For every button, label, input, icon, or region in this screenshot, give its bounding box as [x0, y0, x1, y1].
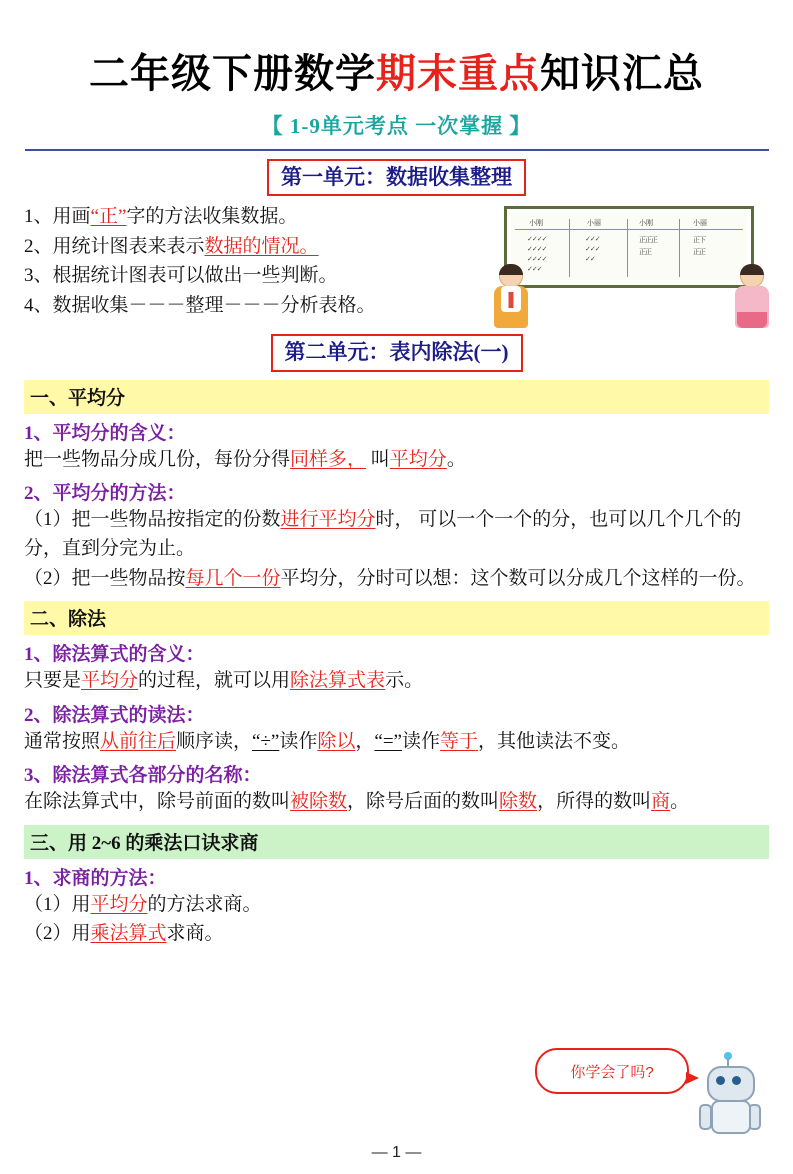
subheading-1-3: 2、平均分的方法：: [24, 482, 186, 504]
unit1-line-4-pre: 4、数据收集－－－整理－－－分析表格。: [24, 294, 376, 316]
board-name-2: 小丽: [587, 220, 601, 228]
unit1-heading: 第一单元：数据收集整理: [267, 159, 526, 196]
subheading-1-1: 1、平均分的含义：: [24, 422, 186, 444]
board-name-4: 小丽: [693, 220, 707, 228]
unit1-line-1-red: “正”: [90, 206, 127, 228]
unit1-heading-row: [0, 159, 793, 196]
student-girl-figure: [735, 264, 769, 328]
board-tally-3b: 正正: [639, 248, 651, 257]
paragraph-2-6: 在除法算式中，除号前面的数叫被除数，除号后面的数叫除数，所得的数叫商。: [24, 791, 690, 813]
document-page: [0, 52, 793, 1174]
page-number: — 1 —: [371, 1144, 422, 1161]
section-bar-1: 一、平均分: [24, 380, 769, 414]
subheading-2-1: 1、除法算式的含义：: [24, 644, 205, 666]
unit1-line-2-red: 数据的情况。: [204, 235, 319, 257]
board-tally-4b: 正正: [693, 248, 705, 257]
title-part2: 知识汇总: [540, 51, 704, 96]
unit1-line-2: [24, 232, 484, 261]
unit2-heading: 第二单元：表内除法(一): [271, 334, 523, 371]
robot-icon: [699, 1060, 761, 1136]
page-subtitle: 【 1-9单元考点 一次掌握 】: [261, 114, 532, 138]
student-boy-figure: [494, 264, 528, 328]
unit1-line-1-pre: 1、用画: [24, 206, 91, 228]
paragraph-2-2: 只要是平均分的过程，就可以用除法算式表示。: [24, 670, 424, 692]
section-bar-2: 二、除法: [24, 601, 769, 635]
paragraph-2-4: 通常按照从前往后顺序读，“÷”读作除以，“=”读作等于，其他读法不变。: [24, 730, 631, 752]
paragraph-1-2: 把一些物品分成几份，每份分得同样多， 叫平均分。: [24, 448, 466, 470]
paragraph-3-2: （1）用平均分的方法求商。: [24, 893, 262, 915]
subheading-3-1: 1、求商的方法：: [24, 867, 167, 889]
unit1-line-1: [24, 202, 484, 231]
speech-bubble: 你学会了吗?: [535, 1048, 689, 1094]
unit1-line-4: [24, 291, 484, 320]
unit1-line-1-post: 字的方法收集数据。: [126, 206, 298, 228]
paragraph-1-5: （2）把一些物品按每几个一份平均分，分时可以想：这个数可以分成几个这样的一份。: [24, 567, 756, 589]
unit2-heading-row: [0, 334, 793, 371]
board-name-3: 小刚: [639, 220, 653, 228]
unit1-illustration: [494, 202, 769, 328]
subheading-2-5: 3、除法算式各部分的名称：: [24, 765, 262, 787]
title-highlight: 期末重点: [376, 51, 540, 96]
unit1-line-3-pre: 3、根据统计图表可以做出一些判断。: [24, 265, 338, 287]
unit2-content: [0, 380, 793, 949]
unit1-text-block: [24, 202, 484, 320]
board-tally-4: 正下: [693, 236, 705, 245]
board-name-1: 小刚: [529, 220, 543, 228]
whiteboard-icon: 小刚 小丽 小刚 小丽 ✓✓✓✓ ✓✓✓✓ ✓✓✓✓ ✓✓✓ ✓✓✓ ✓✓✓ ✓✓ 正正正 正正 正下 正正: [504, 206, 754, 288]
subheading-2-3: 2、除法算式的读法：: [24, 704, 205, 726]
unit1-line-3: [24, 261, 484, 290]
robot-illustration: [535, 1046, 765, 1136]
title-part1: 二年级下册数学: [89, 51, 376, 96]
unit1-content: [0, 202, 793, 328]
page-title: [0, 52, 793, 96]
board-tally-3: 正正正: [639, 236, 657, 245]
paragraph-1-4: （1）把一些物品按指定的份数进行平均分时， 可以一个一个的分，也可以几个几个的分，直到分完为止。: [24, 508, 742, 560]
paragraph-3-3: （2）用乘法算式求商。: [24, 923, 224, 944]
header-divider: [25, 149, 769, 151]
section-bar-3: 三、用 2~6 的乘法口诀求商: [24, 825, 769, 859]
unit1-line-2-pre: 2、用统计图表来表示: [24, 235, 205, 257]
